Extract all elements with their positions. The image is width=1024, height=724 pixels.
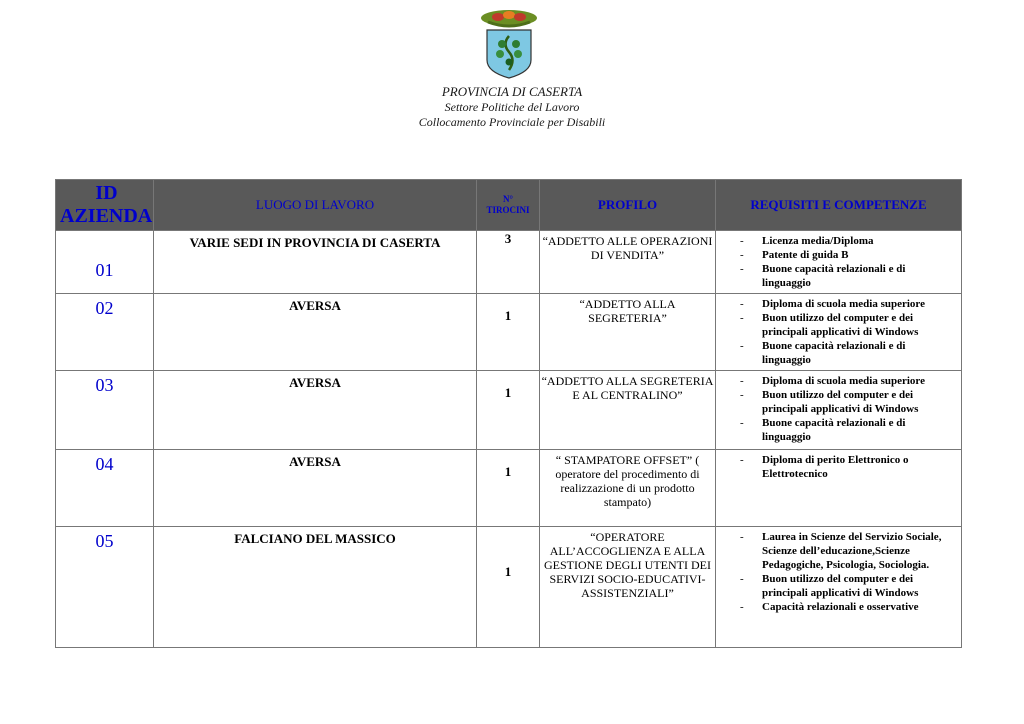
row-requisiti: [716, 371, 962, 450]
header-id-line2: AZIENDA: [60, 205, 153, 227]
requisito-item: - Laurea in Scienze del Servizio Sociale, Scienze dell’educazione,Scienze Pedagogiche, Psicologia, Sociologia.: [740, 530, 955, 572]
table-row: [56, 527, 962, 648]
row-profilo: “OPERATORE ALL’ACCOGLIENZA E ALLA GESTIONE DEGLI UTENTI DEI SERVIZI SOCIO-EDUCATIVI-ASSISTENZIALI”: [540, 527, 716, 648]
requisito-item: - Licenza media/Diploma: [740, 234, 955, 248]
row-luogo: FALCIANO DEL MASSICO: [154, 527, 477, 648]
table-row: [56, 231, 962, 294]
requisito-item: - Buon utilizzo del computer e dei principali applicativi di Windows: [740, 572, 955, 600]
table-row: [56, 371, 962, 450]
requisito-item: - Buone capacità relazionali e di linguaggio: [740, 262, 955, 290]
requisito-item: - Capacità relazionali e osservative: [740, 600, 955, 614]
row-id: 05: [56, 527, 154, 648]
row-profilo: “ADDETTO ALLA SEGRETERIA E AL CENTRALINO”: [540, 371, 716, 450]
header-id-line1: ID: [95, 182, 118, 204]
requisito-item: - Diploma di scuola media superiore: [740, 297, 955, 311]
requisito-item: - Diploma di scuola media superiore: [740, 374, 955, 388]
row-requisiti: [716, 231, 962, 294]
row-id: 03: [56, 371, 154, 450]
sector-name: Settore Politiche del Lavoro: [444, 100, 580, 114]
requisito-item: - Buon utilizzo del computer e dei principali applicativi di Windows: [740, 388, 955, 416]
row-tirocini: 1: [477, 294, 540, 371]
requisito-item: - Diploma di perito Elettronico o Elettrotecnico: [740, 453, 955, 481]
row-tirocini: 1: [477, 527, 540, 648]
table-row: [56, 450, 962, 527]
row-luogo: VARIE SEDI IN PROVINCIA DI CASERTA: [154, 231, 477, 294]
requisito-item: - Patente di guida B: [740, 248, 955, 262]
row-luogo: AVERSA: [154, 450, 477, 527]
row-id: 04: [56, 450, 154, 527]
provincia-crest-logo: [478, 8, 540, 80]
table-row: [56, 294, 962, 371]
header-tirocini: [477, 180, 540, 231]
internship-table: [55, 179, 962, 648]
row-luogo: AVERSA: [154, 371, 477, 450]
header-tirocini-line2: TIROCINI: [486, 205, 530, 215]
organization-name: PROVINCIA DI CASERTA: [441, 84, 583, 99]
row-tirocini: 1: [477, 450, 540, 527]
header-luogo: LUOGO DI LAVORO: [154, 180, 477, 231]
row-profilo: “ADDETTO ALLA SEGRETERIA”: [540, 294, 716, 371]
row-requisiti: [716, 294, 962, 371]
header-requisiti: REQUISITI E COMPETENZE: [716, 180, 962, 231]
office-name: Collocamento Provinciale per Disabili: [418, 115, 606, 129]
row-profilo: “ STAMPATORE OFFSET” ( operatore del procedimento di realizzazione di un prodotto stampato): [540, 450, 716, 527]
header-profilo: PROFILO: [540, 180, 716, 231]
document-header: [0, 84, 1024, 130]
row-id: 01: [56, 231, 154, 294]
row-requisiti: [716, 450, 962, 527]
row-tirocini: 3: [477, 231, 540, 294]
requisito-item: - Buone capacità relazionali e di linguaggio: [740, 339, 955, 367]
row-id: 02: [56, 294, 154, 371]
row-requisiti: [716, 527, 962, 648]
row-luogo: AVERSA: [154, 294, 477, 371]
table-header-row: [56, 180, 962, 231]
row-tirocini: 1: [477, 371, 540, 450]
row-profilo: “ADDETTO ALLE OPERAZIONI DI VENDITA”: [540, 231, 716, 294]
header-tirocini-line1: N°: [502, 194, 514, 204]
header-id-azienda: [56, 180, 154, 231]
requisito-item: - Buon utilizzo del computer e dei principali applicativi di Windows: [740, 311, 955, 339]
requisito-item: - Buone capacità relazionali e di linguaggio: [740, 416, 955, 444]
